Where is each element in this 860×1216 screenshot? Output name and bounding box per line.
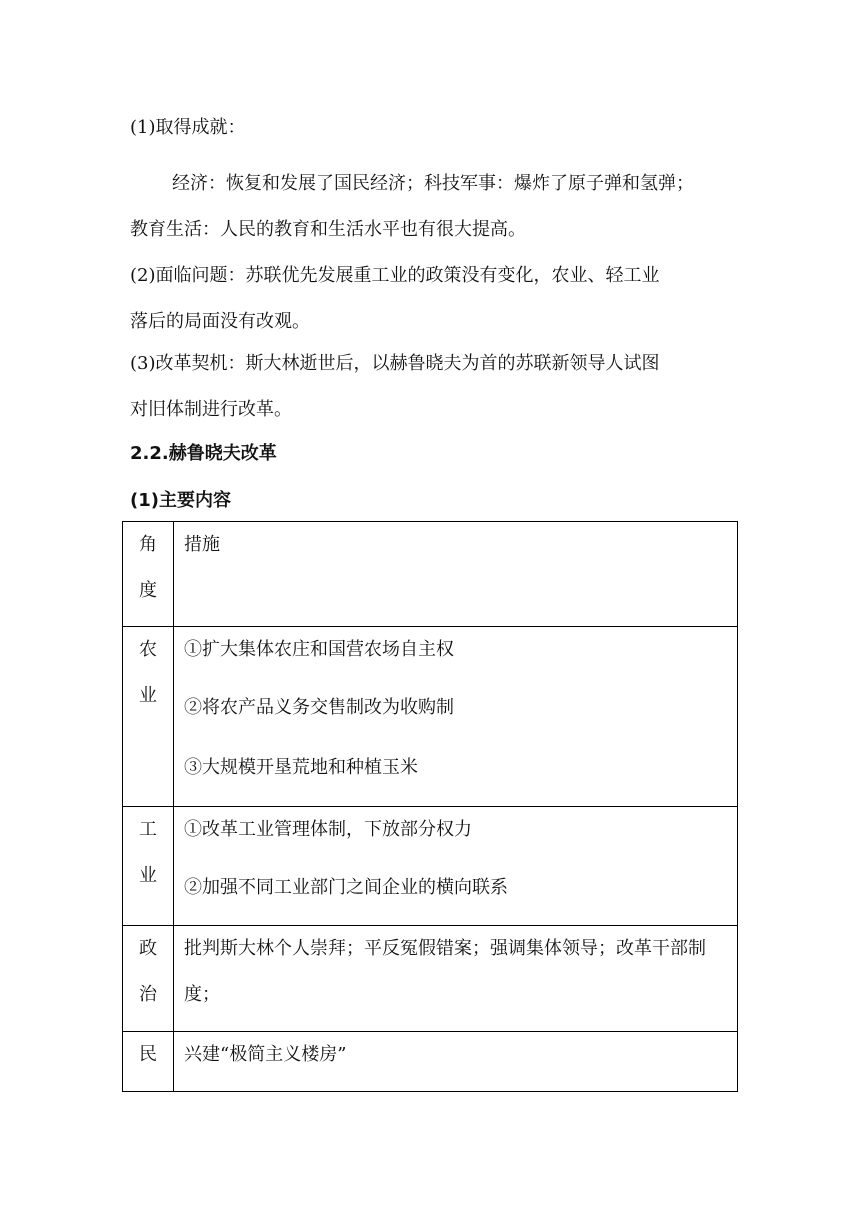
header-angle-cell — [123, 522, 174, 627]
measure-item: ②加强不同工业部门之间企业的横向联系 — [184, 877, 508, 898]
row-measure-cell — [174, 807, 738, 926]
measure-item: ③大规模开垦荒地和种植玉米 — [184, 757, 418, 778]
paragraph-opportunity-line-1: (3)改革契机：斯大林逝世后，以赫鲁晓夫为首的苏联新领导人试图 — [130, 353, 660, 374]
angle-char: 政 — [139, 938, 157, 959]
measure-text: 批判斯大林个人崇拜；平反冤假错案；强调集体领导；改革干部制度； — [184, 938, 706, 1005]
row-angle-cell — [123, 1032, 174, 1092]
paragraph-problems-line-2: 落后的局面没有改观。 — [130, 311, 310, 332]
table-header-row — [123, 522, 738, 627]
measure-text: 兴建“极简主义楼房” — [184, 1044, 347, 1065]
paragraph-problems-line-1: (2)面临问题：苏联优先发展重工业的政策没有变化，农业、轻工业 — [130, 265, 660, 286]
paragraph-achievements-heading: (1)取得成就： — [130, 117, 246, 138]
paragraph-achievements-line-1: 经济：恢复和发展了国民经济；科技军事：爆炸了原子弹和氢弹； — [172, 173, 694, 194]
row-measure-cell — [174, 627, 738, 807]
reform-content-table — [122, 521, 738, 1092]
table-row — [123, 1032, 738, 1092]
row-measure-cell — [174, 1032, 738, 1092]
paragraph-achievements-line-2: 教育生活：人民的教育和生活水平也有很大提高。 — [130, 219, 526, 240]
measure-item: ②将农产品义务交售制改为收购制 — [184, 697, 454, 718]
header-angle-char: 角 — [139, 534, 157, 555]
header-angle-char: 度 — [139, 580, 157, 601]
paragraph-opportunity-line-2: 对旧体制进行改革。 — [130, 399, 292, 420]
row-angle-cell — [123, 627, 174, 807]
header-measure-label: 措施 — [184, 534, 220, 555]
measure-item: ①扩大集体农庄和国营农场自主权 — [184, 639, 454, 660]
angle-char: 业 — [139, 865, 157, 886]
angle-char: 业 — [139, 685, 157, 706]
angle-char: 民 — [139, 1044, 157, 1065]
measure-item: ①改革工业管理体制，下放部分权力 — [184, 819, 472, 840]
row-measure-cell — [174, 926, 738, 1032]
subsection-heading: (1)主要内容 — [130, 490, 231, 511]
angle-char: 治 — [139, 984, 157, 1005]
table-row — [123, 926, 738, 1032]
section-heading: 2.2.赫鲁晓夫改革 — [130, 443, 277, 464]
table-row — [123, 627, 738, 807]
angle-char: 农 — [139, 639, 157, 660]
table-row — [123, 807, 738, 926]
row-angle-cell — [123, 807, 174, 926]
header-measure-cell — [174, 522, 738, 627]
angle-char: 工 — [139, 819, 157, 840]
row-angle-cell — [123, 926, 174, 1032]
